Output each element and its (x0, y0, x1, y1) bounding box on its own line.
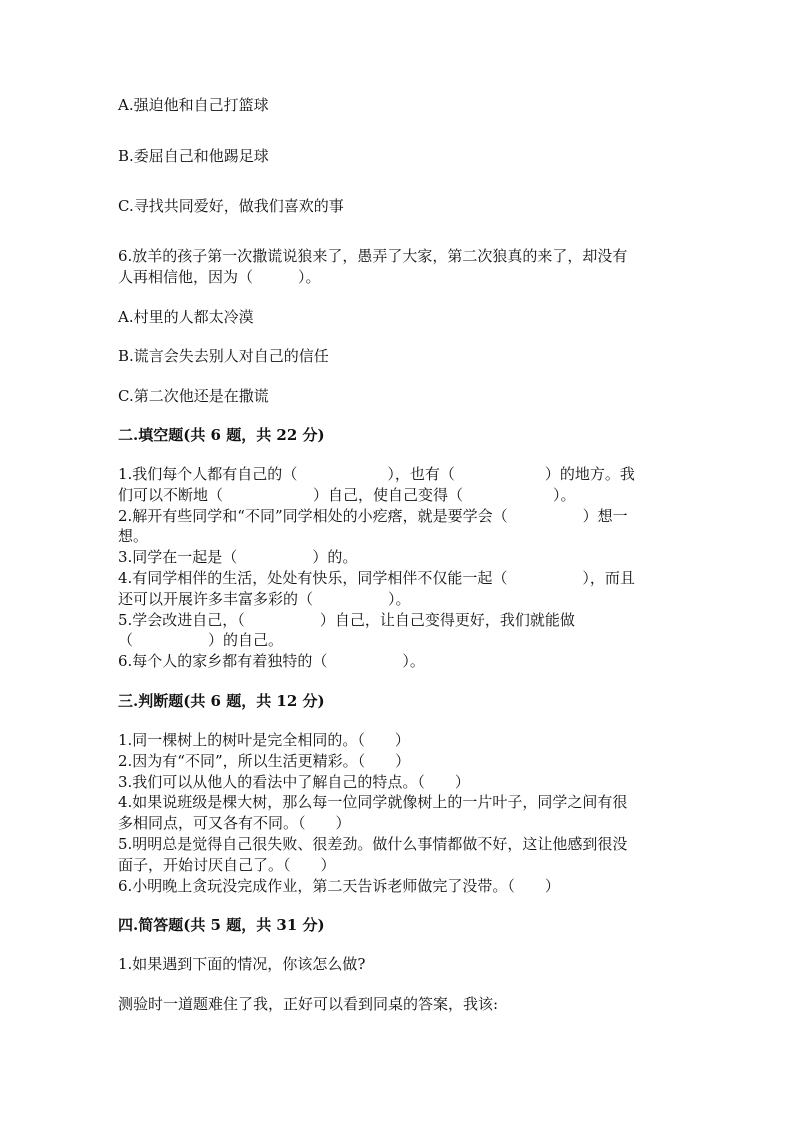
text-line: 4.如果说班级是棵大树，那么每一位同学就像树上的一片叶子，同学之间有很 (118, 793, 628, 811)
text-line: 5.学会改进自己，（ ）自己，让自己变得更好，我们就能做 (118, 611, 575, 629)
section-heading: 四.简答题(共 5 题，共 31 分) (118, 916, 325, 934)
section-heading: 二.填空题(共 6 题，共 22 分) (118, 426, 325, 444)
text-line: 3.我们可以从他人的看法中了解自己的特点。（ ） (118, 773, 470, 791)
option-b: B.谎言会失去别人对自己的信任 (118, 347, 329, 365)
option-c: C.寻找共同爱好，做我们喜欢的事 (118, 197, 344, 215)
section-heading: 三.判断题(共 6 题，共 12 分) (118, 692, 325, 710)
text-line: 们可以不断地（ ）自己，使自己变得（ ）。 (118, 486, 576, 504)
text-line: 2.解开有些同学和“不同”同学相处的小疙瘩，就是要学会（ ）想一 (118, 507, 628, 525)
text-line: 3.同学在一起是（ ）的。 (118, 548, 358, 566)
text-line: （ ）的自己。 (118, 631, 284, 649)
text-line: 面子，开始讨厌自己了。（ ） (118, 856, 336, 874)
option-b: B.委屈自己和他踢足球 (118, 147, 269, 165)
text-line: 1.同一棵树上的树叶是完全相同的。（ ） (118, 731, 410, 749)
text-line: 2.因为有“不同”，所以生活更精彩。（ ） (118, 752, 411, 770)
question-stem-line: 6.放羊的孩子第一次撒谎说狼来了，愚弄了大家，第二次狼真的来了，却没有 (118, 247, 628, 265)
text-line: 6.小明晚上贪玩没完成作业，第二天告诉老师做完了没带。（ ） (118, 877, 560, 895)
text-line: 多相同点，可又各有不同。（ ） (118, 814, 351, 832)
question-text: 1.如果遇到下面的情况，你该怎么做? (118, 955, 366, 973)
text-line: 想。 (118, 527, 149, 545)
question-stem-line: 人再相信他，因为（ ）。 (118, 268, 321, 286)
text-line: 4.有同学相伴的生活，处处有快乐，同学相伴不仅能一起（ ），而且 (118, 569, 635, 587)
text-line: 5.明明总是觉得自己很失败、很差劲。做什么事情都做不好，这让他感到很没 (118, 835, 628, 853)
text-line: 6.每个人的家乡都有着独特的（ ）。 (118, 652, 425, 670)
question-scenario: 测验时一道题难住了我，正好可以看到同桌的答案，我该: (118, 995, 499, 1013)
option-a: A.村里的人都太冷漠 (118, 308, 254, 326)
text-line: 1.我们每个人都有自己的（ ），也有（ ）的地方。我 (118, 465, 635, 483)
text-line: 还可以开展许多丰富多彩的（ ）。 (118, 590, 411, 608)
option-a: A.强迫他和自己打篮球 (118, 96, 269, 114)
option-c: C.第二次他还是在撒谎 (118, 387, 269, 405)
